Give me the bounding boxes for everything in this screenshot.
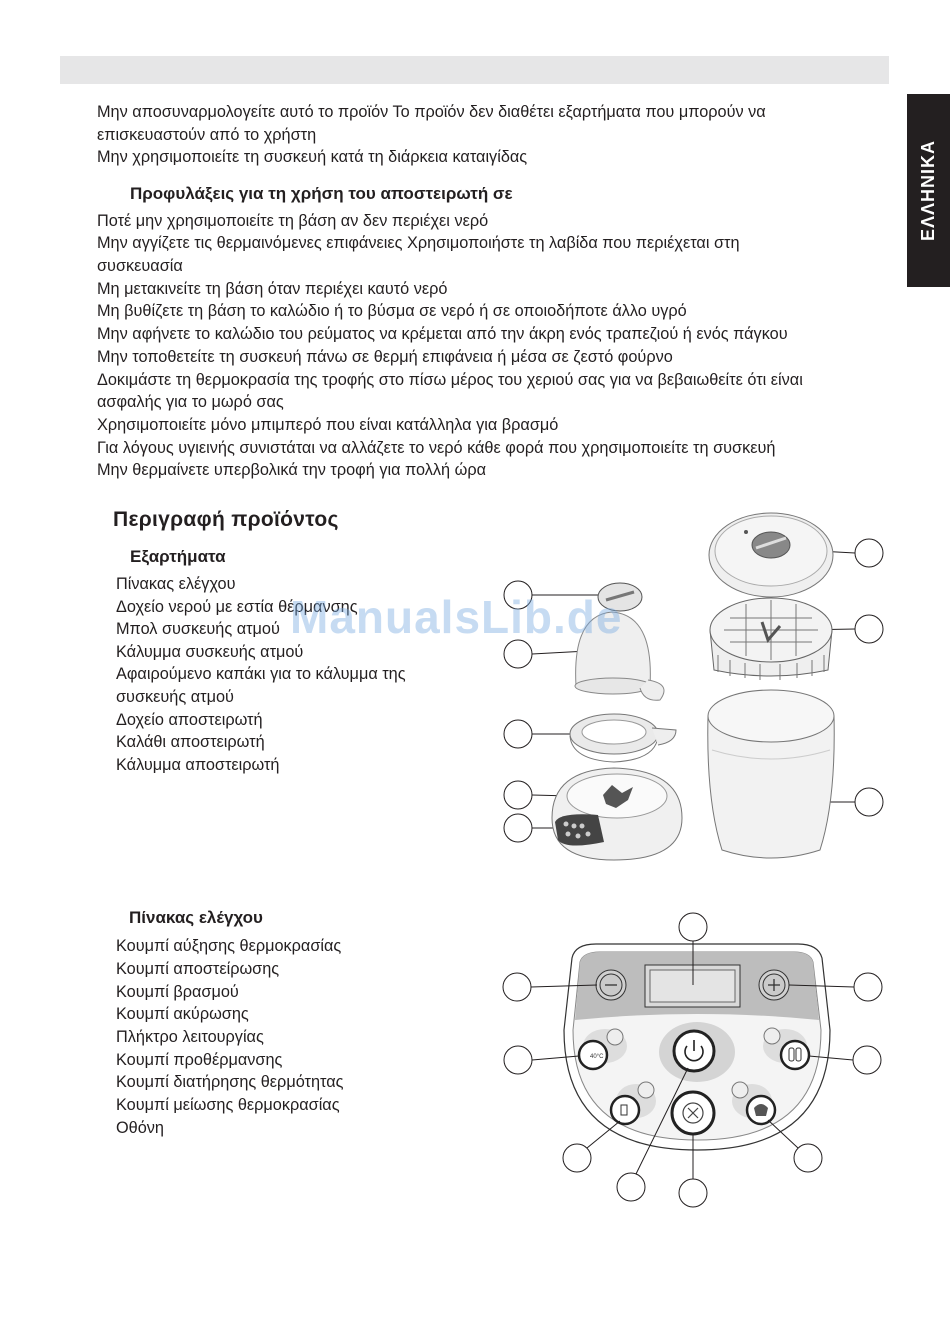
precaution-line: Μην θερμαίνετε υπερβολικά την τροφή για πολλή ώρα (97, 461, 487, 479)
precaution-line: Μην αφήνετε το καλώδιο του ρεύματος να κρέμεται από την άκρη ενός τραπεζιού ή ενός πάγκου (97, 325, 788, 343)
control-panel-item: Κουμπί βρασμού (116, 983, 239, 1001)
language-tab-label: ΕΛΛΗΝΙΚΑ (918, 139, 939, 242)
precaution-line: Για λόγους υγιεινής συνιστάται να αλλάζετε το νερό κάθε φορά που χρησιμοποιείτε τη συσκευή (97, 439, 776, 457)
precaution-line: Μη βυθίζετε τη βάση το καλώδιο ή το βύσμα σε νερό ή σε οποιοδήποτε άλλο υγρό (97, 302, 687, 320)
precaution-line: Δοκιμάστε τη θερμοκρασία της τροφής στο πίσω μέρος του χεριού σας για να βεβαιωθείτε ότι είναι (97, 371, 803, 389)
precaution-line: Μην τοποθετείτε τη συσκευή πάνω σε θερμή επιφάνεια ή μέσα σε ζεστό φούρνο (97, 348, 673, 366)
control-panel-item: Κουμπί προθέρμανσης (116, 1051, 283, 1069)
precaution-line: συσκευασία (97, 257, 183, 275)
control-panel-item: Κουμπί διατήρησης θερμότητας (116, 1073, 344, 1091)
parts-item: Δοχείο νερού με εστία θέρμανσης (116, 598, 358, 616)
precautions-heading: Προφυλάξεις για τη χρήση του αποστειρωτή σε (130, 184, 513, 203)
precaution-line: Χρησιμοποιείτε μόνο μπιμπερό που είναι κατάλληλα για βρασμό (97, 416, 559, 434)
parts-item: Καλάθι αποστειρωτή (116, 733, 265, 751)
language-tab (907, 94, 950, 287)
control-panel-diagram (495, 905, 895, 1210)
header-band (60, 56, 889, 84)
intro-line: επισκευαστούν από το χρήστη (97, 126, 317, 144)
precaution-line: Μη μετακινείτε τη βάση όταν περιέχει καυτό νερό (97, 280, 448, 298)
control-panel-item: Κουμπί αύξησης θερμοκρασίας (116, 937, 342, 955)
control-panel-heading: Πίνακας ελέγχου (129, 908, 263, 927)
control-panel-item: Οθόνη (116, 1119, 164, 1137)
control-panel-item: Πλήκτρο λειτουργίας (116, 1028, 264, 1046)
parts-item: Πίνακας ελέγχου (116, 575, 236, 593)
product-description-title: Περιγραφή προϊόντος (113, 508, 339, 531)
precaution-line: Μην αγγίζετε τις θερμαινόμενες επιφάνειες Χρησιμοποιήστε τη λαβίδα που περιέχεται στη (97, 234, 740, 252)
parts-item: Δοχείο αποστειρωτή (116, 711, 263, 729)
parts-item: Κάλυμμα συσκευής ατμού (116, 643, 304, 661)
parts-item: Κάλυμμα αποστειρωτή (116, 756, 280, 774)
warm-temp-label: 40°C (590, 1054, 604, 1060)
precaution-line: Ποτέ μην χρησιμοποιείτε τη βάση αν δεν περιέχει νερό (97, 212, 489, 230)
control-panel-item: Κουμπί αποστείρωσης (116, 960, 280, 978)
parts-diagram (490, 505, 900, 875)
parts-item: συσκευής ατμού (116, 688, 234, 706)
parts-heading: Εξαρτήματα (130, 547, 226, 566)
parts-item: Αφαιρούμενο καπάκι για το κάλυμμα της (116, 665, 406, 683)
intro-line: Μην χρησιμοποιείτε τη συσκευή κατά τη διάρκεια καταιγίδας (97, 148, 528, 166)
watermark: ManualsLib.de (290, 591, 623, 643)
intro-line: Μην αποσυναρμολογείτε αυτό το προϊόν Το προϊόν δεν διαθέτει εξαρτήματα που μπορούν να (97, 103, 766, 121)
control-panel-item: Κουμπί ακύρωσης (116, 1005, 249, 1023)
parts-item: Μπολ συσκευής ατμού (116, 620, 280, 638)
control-panel-item: Κουμπί μείωσης θερμοκρασίας (116, 1096, 340, 1114)
precaution-line: ασφαλής για το μωρό σας (97, 393, 284, 411)
